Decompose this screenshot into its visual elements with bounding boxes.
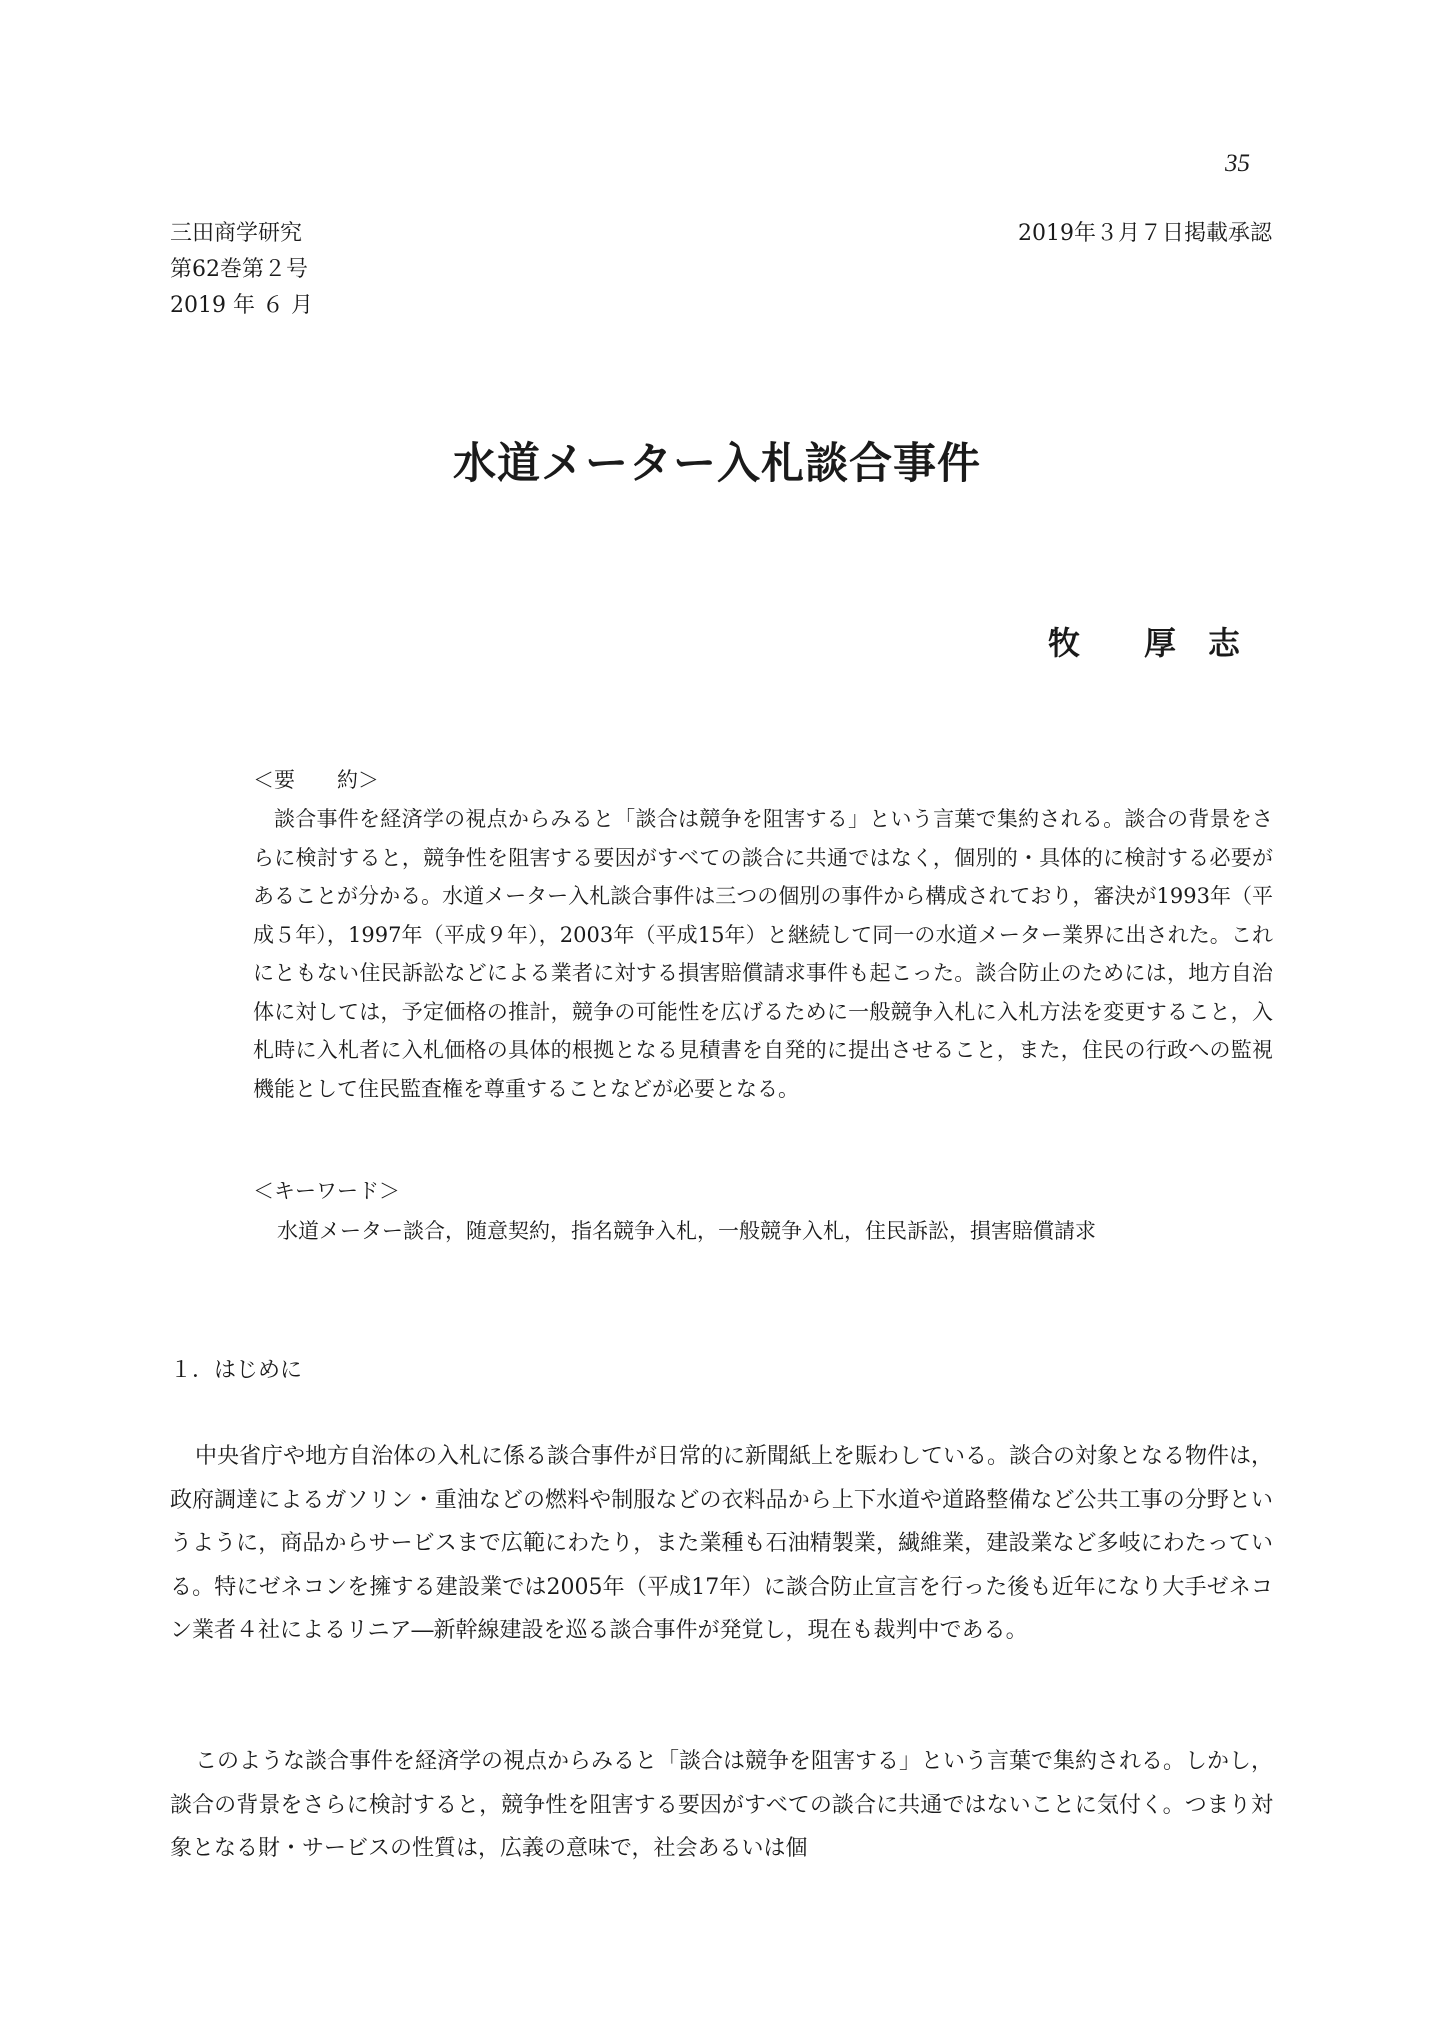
acceptance-date: 2019年３月７日掲載承認 xyxy=(1018,221,1272,246)
journal-volume: 第62巻第２号 xyxy=(170,257,308,282)
journal-info xyxy=(170,216,313,324)
abstract-heading: ＜要 約＞ xyxy=(253,768,379,792)
author-name: 牧 厚 志 xyxy=(1047,624,1240,662)
keywords-heading: ＜キーワード＞ xyxy=(253,1179,400,1203)
journal-date: 2019 年 ６ 月 xyxy=(170,293,313,318)
journal-name: 三田商学研究 xyxy=(170,221,303,246)
paper-title: 水道メーター入札談合事件 xyxy=(453,439,981,489)
body-paragraph: このような談合事件を経済学の視点からみると「談合は競争を阻害する」という言葉で集約される。しかし，談合の背景をさらに検討すると，競争性を阻害する要因がすべての談合に共通ではないことに気付く。つまり対象となる財・サービスの性質は，広義の意味で，社会あるいは個 xyxy=(170,1749,1273,1861)
keywords-text: 水道メーター談合，随意契約，指名競争入札，一般競争入札，住民訴訟，損害賠償請求 xyxy=(277,1219,1096,1243)
keywords-block xyxy=(253,1171,1273,1251)
body-text xyxy=(170,1435,1273,1916)
body-paragraph: 中央省庁や地方自治体の入札に係る談合事件が日常的に新聞紙上を賑わしている。談合の対象となる物件は，政府調達によるガソリン・重油などの燃料や制服などの衣料品から上下水道や道路整備など公共工事の分野というように，商品からサービスまで広範にわたり，また業種も石油精製業，繊維業，建設業など多岐にわたっている。特にゼネコンを擁する建設業では2005年（平成17年）に談合防止宣言を行った後も近年になり大手ゼネコン業者４社によるリニア―新幹線建設を巡る談合事件が発覚し，現在も裁判中である。 xyxy=(170,1444,1273,1643)
abstract-text: 談合事件を経済学の視点からみると「談合は競争を阻害する」という言葉で集約される。談合の背景をさらに検討すると，競争性を阻害する要因がすべての談合に共通ではなく，個別的・具体的に検討する必要があることが分かる。水道メーター入札談合事件は三つの個別の事件から構成されており，審決が1993年（平成５年），1997年（平成９年），2003年（平成15年）と継続して同一の水道メーター業界に出された。これにともない住民訴訟などによる業者に対する損害賠償請求事件も起こった。談合防止のためには，地方自治体に対しては，予定価格の推計，競争の可能性を広げるために一般競争入札に入札方法を変更すること，入札時に入札者に入札価格の具体的根拠となる見積書を自発的に提出させること，また，住民の行政への監視機能として住民監査権を尊重することなどが必要となる。 xyxy=(253,807,1273,1101)
section-heading: １．はじめに xyxy=(170,1358,303,1383)
page-number: 35 xyxy=(1225,150,1250,177)
abstract-block xyxy=(253,760,1273,1251)
